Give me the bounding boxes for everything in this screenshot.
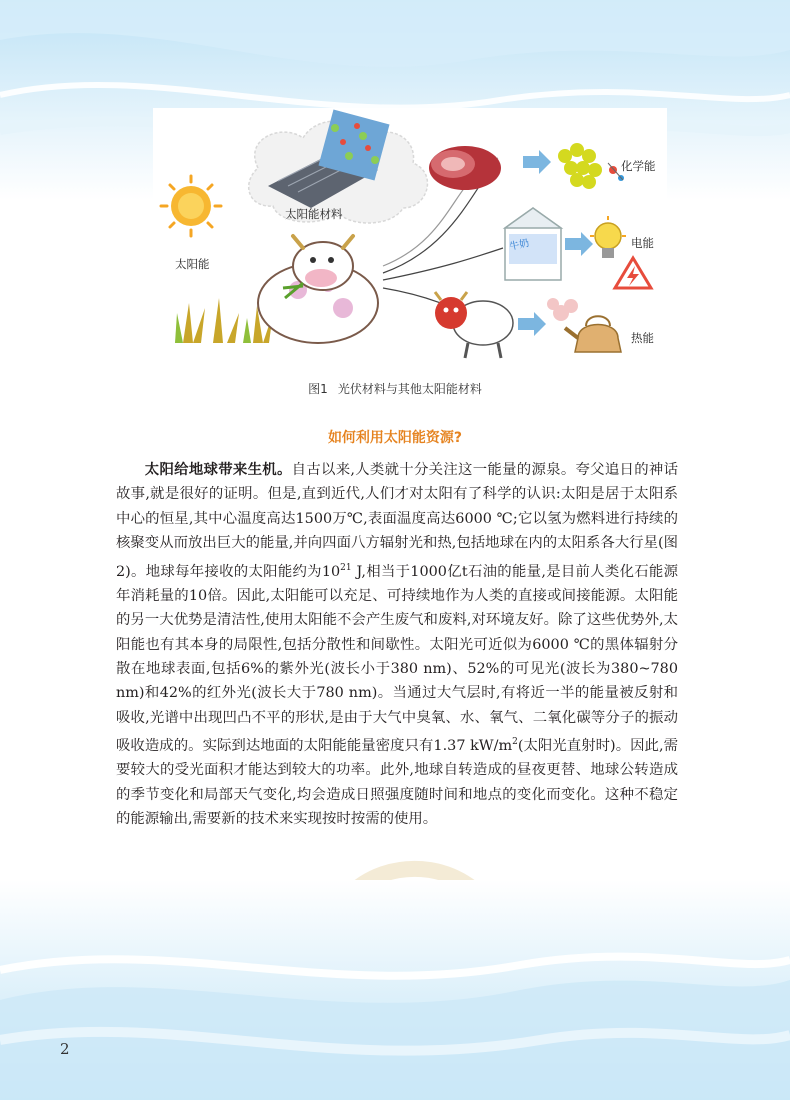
figure-photovoltaic-materials <box>153 108 667 370</box>
figure-caption <box>0 380 790 397</box>
bull-illustration <box>435 292 513 358</box>
article-text-1: 自古以来,人类就十分关注这一能量的源泉。夸父追日的神话故事,就是很好的证明。但是,直到近代,人们才对太阳有了科学的认识:太阳是居于太阳系中心的恒星,其中心温度高达1500万℃,表面温度高达6000 ℃;它以氢为燃料进行持续的核聚变从而放出巨大的能量,并向四面八方辐射光和热,包括地球在内的太阳系各大行星(图2)。地球每年接收的太阳能约为10 <box>116 462 678 580</box>
article-lead: 太阳给地球带来生机。 <box>144 462 292 478</box>
molecule-icon <box>558 143 602 189</box>
label-thermal-energy: 热能 <box>631 331 654 345</box>
label-milk: 牛奶 <box>508 237 531 253</box>
light-bulb-icon <box>590 216 626 258</box>
label-electric-energy: 电能 <box>631 236 654 250</box>
page-number: 2 <box>60 1040 70 1058</box>
figure-illustration <box>153 108 667 370</box>
kettle-icon <box>547 298 621 352</box>
article-sup-2: 2 <box>512 737 518 748</box>
background-wave-bottom <box>0 880 790 1100</box>
label-solar-material: 太阳能材料 <box>285 207 343 221</box>
section-heading: 如何利用太阳能资源? <box>327 430 463 446</box>
article-text-2: J,相当于1000亿t石油的能量,是目前人类化石能源年消耗量的10倍。因此,太阳能可以充足、可持续地作为人类的直接或间接能源。太阳能的另一大优势是清洁性,使用太阳能不会产生废气和废料,对环境友好。除了这些优势外,太阳能也有其本身的局限性,包括分散性和间歇性。太阳光可近似为6000 ℃的黑体辐射分散在地球表面,包括6%的紫外光(波长小于380 nm)、52%的可见光(波长为380~780 nm)和42%的红外光(波长大于780 nm)。当通过大气层时,有将近一半的能量被反射和吸收,光谱中出现凹凸不平的形状,是由于大气中臭氧、水、氧气、二氧化碳等分子的振动吸收造成的。实际到达地面的太阳能能量密度只有1.37 kW/m <box>116 563 678 755</box>
meat-icon <box>429 146 501 190</box>
sun-icon <box>161 176 221 236</box>
article-text-3: (太阳光直射时)。因此,需要较大的受光面积才能达到较大的功率。此外,地球自转造成的昼夜更替、地球公转造成的季节变化和局部天气变化,均会造成日照强度随时间和地点的变化而变化。这种不稳定的能源输出,需要新的技术来实现按时按需的使用。 <box>116 738 678 828</box>
cow-illustration <box>258 236 378 343</box>
article-sup-1: 21 <box>340 562 352 573</box>
label-chemical-energy: 化学能 <box>621 159 656 173</box>
figure-caption-number: 图1 <box>308 382 328 396</box>
article-paragraph <box>116 458 678 832</box>
article-body <box>116 458 678 832</box>
label-solar-energy: 太阳能 <box>175 257 210 271</box>
electric-hazard-icon <box>615 258 651 288</box>
figure-caption-text: 光伏材料与其他太阳能材料 <box>337 382 482 396</box>
